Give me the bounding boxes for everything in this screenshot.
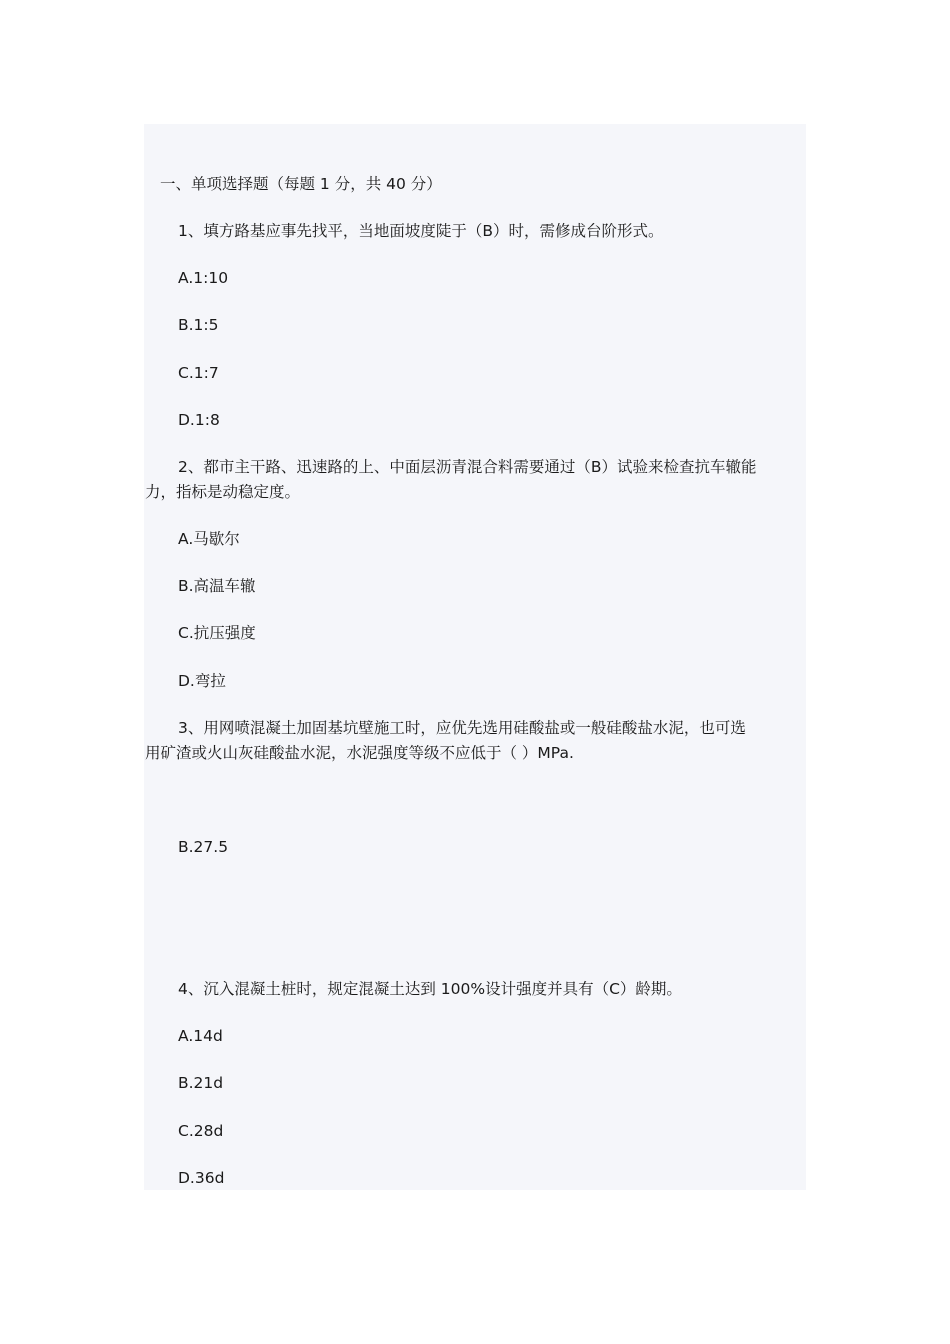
question-3-option-b: B.27.5: [178, 838, 229, 856]
question-3-stem-line-1: 3、用网喷混凝土加固基坑壁施工时，应优先选用硅酸盐或一般硅酸盐水泥，也可选: [178, 719, 746, 737]
question-1-stem: 1、填方路基应事先找平，当地面坡度陡于（B）时，需修成台阶形式。: [178, 222, 664, 240]
question-1-option-c: C.1:7: [178, 364, 219, 382]
section-heading: 一、单项选择题（每题 1 分，共 40 分）: [160, 175, 442, 193]
question-4-option-a: A.14d: [178, 1027, 223, 1045]
question-2-stem-line-2: 力，指标是动稳定度。: [145, 483, 301, 501]
question-1-option-a: A.1:10: [178, 269, 229, 287]
question-1-option-b: B.1:5: [178, 316, 219, 334]
question-4-option-c: C.28d: [178, 1122, 224, 1140]
question-2-option-d: D.弯拉: [178, 672, 226, 690]
question-3-stem-line-2: 用矿渣或火山灰硅酸盐水泥，水泥强度等级不应低于（ ）MPa.: [145, 744, 574, 762]
question-2-option-b: B.高温车辙: [178, 577, 256, 595]
document-page: [144, 124, 806, 1190]
question-2-stem-line-1: 2、都市主干路、迅速路的上、中面层沥青混合料需要通过（B）试验来检查抗车辙能: [178, 458, 757, 476]
question-2-option-c: C.抗压强度: [178, 624, 256, 642]
question-4-option-b: B.21d: [178, 1074, 224, 1092]
question-1-option-d: D.1:8: [178, 411, 220, 429]
question-4-stem: 4、沉入混凝土桩时，规定混凝土达到 100%设计强度并具有（C）龄期。: [178, 980, 682, 998]
question-4-option-d: D.36d: [178, 1169, 225, 1187]
question-2-option-a: A.马歇尔: [178, 530, 240, 548]
